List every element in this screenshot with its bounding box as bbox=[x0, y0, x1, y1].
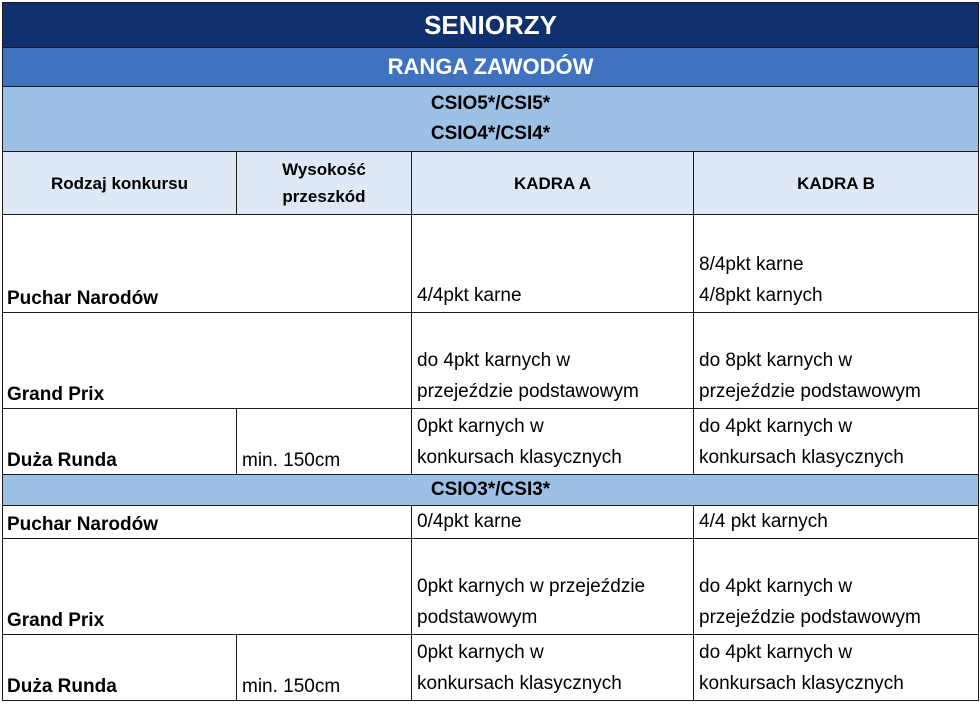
column-header-kadra-b: KADRA B bbox=[694, 152, 979, 215]
kadra-b-value: do 8pkt karnych w przejeździe podstawowym bbox=[694, 313, 979, 409]
kadra-b-value: do 4pkt karnych w konkursach klasycznych bbox=[694, 635, 979, 701]
column-header-kadra-a: KADRA A bbox=[412, 152, 694, 215]
kadra-a-value: 0/4pkt karne bbox=[412, 506, 694, 539]
obstacle-height: min. 150cm bbox=[237, 635, 412, 701]
column-header-height: Wysokość przeszkód bbox=[237, 152, 412, 215]
table-row bbox=[3, 539, 979, 635]
kadra-a-value: 0pkt karnych w konkursach klasycznych bbox=[412, 635, 694, 701]
competition-name: Duża Runda bbox=[3, 409, 237, 475]
rank-label: CSIO5*/CSI5* bbox=[430, 93, 551, 114]
table-row bbox=[3, 635, 979, 701]
rank-label: CSIO4*/CSI4* bbox=[430, 123, 551, 144]
seniors-criteria-table bbox=[2, 2, 979, 701]
kadra-a-value: 4/4pkt karne bbox=[412, 215, 694, 313]
kadra-b-value: 8/4pkt karne 4/8pkt karnych bbox=[694, 215, 979, 313]
rank-header-b: CSIO3*/CSI3* bbox=[3, 475, 979, 506]
kadra-b-value: do 4pkt karnych w konkursach klasycznych bbox=[694, 409, 979, 475]
kadra-a-value: 0pkt karnych w przejeździe podstawowym bbox=[412, 539, 694, 635]
section-subtitle: RANGA ZAWODÓW bbox=[3, 48, 979, 87]
kadra-b-value: 4/4 pkt karnych bbox=[694, 506, 979, 539]
competition-name: Grand Prix bbox=[3, 313, 412, 409]
column-header-type: Rodzaj konkursu bbox=[3, 152, 237, 215]
kadra-a-value: 0pkt karnych w konkursach klasycznych bbox=[412, 409, 694, 475]
kadra-a-value: do 4pkt karnych w przejeździe podstawowym bbox=[412, 313, 694, 409]
table-row bbox=[3, 215, 979, 313]
table-row bbox=[3, 313, 979, 409]
obstacle-height: min. 150cm bbox=[237, 409, 412, 475]
table-row bbox=[3, 409, 979, 475]
competition-name: Duża Runda bbox=[3, 635, 237, 701]
table-title: SENIORZY bbox=[3, 3, 979, 48]
competition-name: Puchar Narodów bbox=[3, 215, 412, 313]
competition-name: Grand Prix bbox=[3, 539, 412, 635]
rank-header-a bbox=[3, 87, 979, 152]
table-row bbox=[3, 506, 979, 539]
kadra-b-value: do 4pkt karnych w przejeździe podstawowym bbox=[694, 539, 979, 635]
competition-name: Puchar Narodów bbox=[3, 506, 412, 539]
